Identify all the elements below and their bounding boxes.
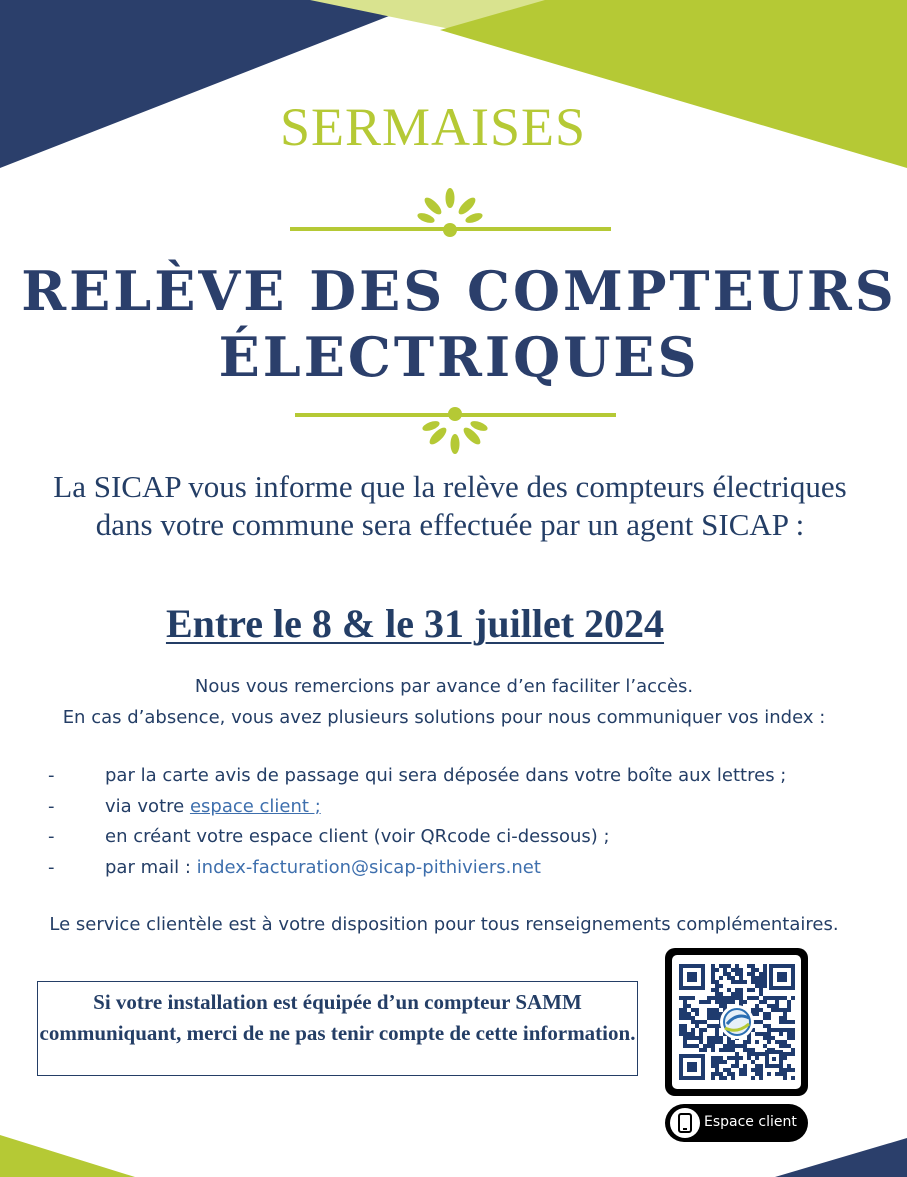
espace-client-link[interactable]: espace client ; [189,795,321,817]
qr-code[interactable] [665,948,808,1096]
list-item [48,764,888,795]
bottom-flourish-divider [293,402,618,458]
option-card-text: par la carte avis de passage qui sera déposée dans votre boîte aux lettres ; [105,765,787,786]
list-dash: - [48,856,55,878]
reading-period-text: Entre le 8 & le 31 juillet 2024 [165,601,665,646]
list-item [48,856,888,887]
town-name: SERMAISES [279,97,587,157]
reading-period [0,600,830,647]
list-item [48,795,888,826]
list-dash: - [48,765,55,786]
option-email [105,856,541,880]
title-line-2: ÉLECTRIQUES [218,325,700,389]
top-flourish-divider [288,186,613,240]
option-prefix: par mail : [105,856,197,878]
phone-icon [670,1108,700,1138]
page-title [0,258,907,390]
email-link[interactable]: index-facturation@sicap-pithiviers.net [196,856,541,878]
qr-code-icon [679,964,795,1080]
list-item [48,825,888,856]
list-dash: - [48,826,55,847]
samm-notice-box: Si votre installation est équipée d’un compteur SAMM communiquant, merci de ne pas tenir compte de cette information. [37,981,638,1076]
espace-client-button[interactable] [665,1104,808,1142]
qr-code-panel [672,955,801,1089]
title-line-1: RELÈVE DES COMPTEURS [21,259,897,323]
thanks-text: Nous vous remercions par avance d’en faciliter l’accès. [194,676,694,697]
espace-client-label: Espace client [704,1114,797,1130]
options-list [48,764,888,886]
option-create-account-text: en créant votre espace client (voir QRcode ci-dessous) ; [105,826,610,847]
intro-paragraph: La SICAP vous informe que la relève des compteurs électriques dans votre commune sera effectuée par un agent SICAP : [53,469,847,542]
absence-text: En cas d’absence, vous avez plusieurs solutions pour nous communiquer vos index : [62,707,826,728]
option-espace-client [105,795,321,819]
service-text: Le service clientèle est à votre disposition pour tous renseignements complémentaires. [49,914,839,935]
list-dash: - [48,795,55,817]
option-prefix: via votre [105,795,190,817]
